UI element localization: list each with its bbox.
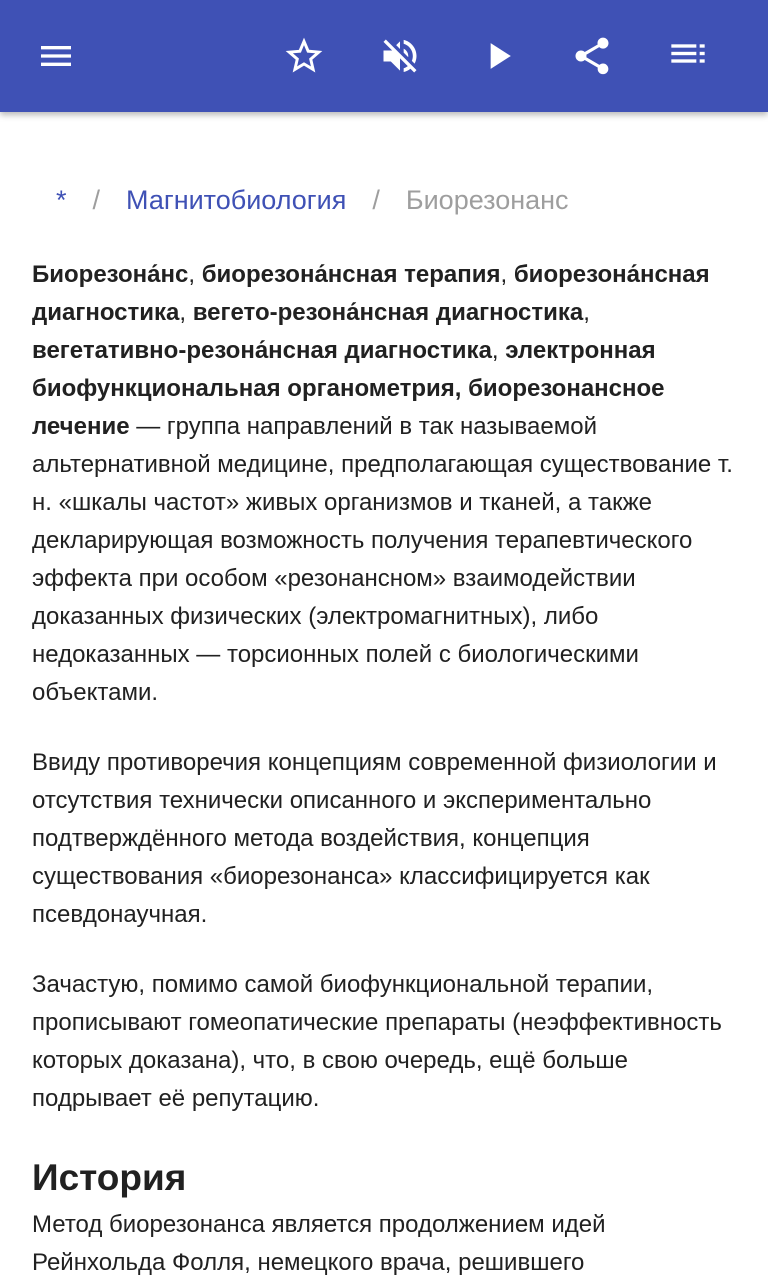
intro-paragraph [32,256,738,712]
mute-button[interactable] [372,28,428,84]
star-outline-icon [282,34,326,78]
breadcrumb-current: Биорезонанс [405,184,569,215]
menu-icon [36,36,76,76]
term: вегето-резона́нсная диагностика [192,299,584,326]
section-heading-history: История [32,1157,187,1198]
share-button[interactable] [564,28,620,84]
play-icon [476,34,520,78]
playlist-icon [668,36,708,76]
text: — группа направлений в так называемой альтернативной медицине, предполагающая существование т. н. «шкалы частот» живых организмов и тканей, а также декларирующая возможность получения терапевтического эффекта при особом «резонансном» взаимодействии доказанных физических (электромагнитных), либо недоказанных — торсионных полей с биологическими объектами. [32,413,733,706]
text: , [583,299,590,326]
share-icon [570,34,614,78]
contents-button[interactable] [660,28,716,84]
breadcrumb-separator: / [92,184,101,215]
text: , [500,261,514,288]
volume-off-icon [378,34,422,78]
menu-button[interactable] [28,28,84,84]
favorite-button[interactable] [276,28,332,84]
article-content [0,112,768,1280]
breadcrumb-root-link[interactable]: * [56,184,67,215]
breadcrumb-parent-link[interactable]: Магнитобиология [126,184,347,215]
app-toolbar [0,0,768,112]
term: Биорезона́нс [32,261,189,288]
history-paragraph: Метод биорезонанса является продолжением идей Рейнхольда Фолля, немецкого врача, решившего [32,1211,606,1276]
play-button[interactable] [470,28,526,84]
article-body [32,256,738,1280]
text: , [188,261,202,288]
paragraph-2: Ввиду противоречия концепциям современной физиологии и отсутствия технически описанного и экспериментально подтверждённого метода воздействия, концепция существования «биорезонанса» классифицируется как псевдонаучная. [32,749,717,928]
breadcrumb-separator: / [372,184,380,215]
term: биорезона́нсная терапия [201,261,501,288]
text: , [491,337,506,364]
term: биорезона́нсная диагностика [32,261,710,326]
paragraph-3: Зачастую, помимо самой биофункциональной терапии, прописывают гомеопатические препараты (неэффективность которых доказана), что, в свою очередь, ещё больше подрывает её репутацию. [32,971,722,1112]
term: электронная биофункциональная органометрия, биорезонансное лечение [32,337,665,440]
term: вегетативно-резона́нсная диагностика [32,337,492,364]
breadcrumb [56,180,569,220]
text: , [179,299,193,326]
